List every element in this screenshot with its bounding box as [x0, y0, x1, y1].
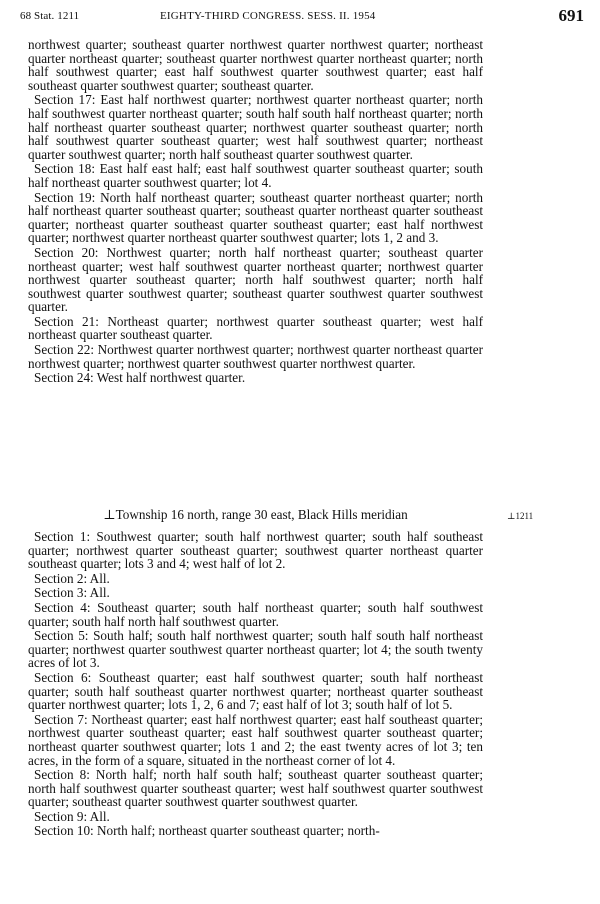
section-7-paragraph: Section 7: Northeast quarter; east half northwest quarter; east half southeast quarter; northwest quarter southeast quarter; east half southwest quarter southeast quarter; northeast quarter southwest quarter; lots 1 and 2; the east twenty acres of lot 3; ten acres, in the form of a square, situated in the northeast corner of lot 4. — [28, 711, 483, 768]
page-number: 691 — [558, 6, 584, 25]
land-description-part-1 — [28, 38, 483, 386]
stat-citation: 68 Stat. 1211 — [20, 10, 80, 22]
section-4-paragraph: Section 4: Southeast quarter; south half northeast quarter; south half southwest quarter; south half north half southwest quarter. — [28, 599, 483, 629]
section-3-paragraph: Section 3: All. — [34, 585, 110, 601]
section-20-paragraph: Section 20: Northwest quarter; north half northeast quarter; southeast quarter northeast quarter; west half southwest quarter northeast quarter; northwest quarter northwest quarter southeast quarter; north half southwest quarter; north half southwest quarter southwest quarter; southeast quarter southwest quarter southwest quarter. — [28, 244, 483, 315]
section-1-paragraph: Section 1: Southwest quarter; south half northwest quarter; south half southeast quarter; northwest quarter southeast quarter; southwest quarter northeast quarter southeast quarter; lots 3 and 4; west half of lot 2. — [28, 529, 483, 572]
section-5-paragraph: Section 5: South half; south half northwest quarter; south half south half northeast quarter; northwest quarter southwest quarter northeast quarter; lot 4; the south twenty acres of lot 3. — [28, 628, 483, 671]
margin-page-reference: ⊥1211 — [507, 511, 534, 521]
section-9-paragraph: Section 9: All. — [34, 808, 110, 824]
section-17-paragraph: Section 17: East half northwest quarter; northwest quarter northeast quarter; north half southwest quarter northeast quarter; south half south half northeast quarter; north half northeast quarter southeast quarter; northwest quarter southeast quarter; north half southwest quarter southeast quarter; west half southwest quarter; northeast quarter southwest quarter; north half southeast quarter southwest quarter. — [28, 92, 483, 162]
continued-paragraph: northwest quarter; southeast quarter northwest quarter northwest quarter; northeast quarter northeast quarter; southeast quarter northwest quarter northeast quarter; north half southwest quarter; east half southwest quarter southwest quarter; east half southeast quarter southwest quarter; southeast quarter. — [28, 37, 483, 93]
section-22-paragraph: Section 22: Northwest quarter northwest quarter; northwest quarter northeast quarter northwest quarter; northwest quarter southwest quarter northwest quarter. — [28, 342, 483, 371]
section-8-paragraph: Section 8: North half; north half south half; southeast quarter southeast quarter; north half southwest quarter southeast quarter; west half southwest quarter southwest quarter; southeast quarter southwest quarter southwest quarter. — [28, 767, 483, 810]
section-2-paragraph: Section 2: All. — [34, 570, 110, 586]
township-heading: ⊥Township 16 north, range 30 east, Black Hills meridian — [103, 507, 408, 522]
section-19-paragraph: Section 19: North half northeast quarter; southeast quarter northeast quarter; north half northeast quarter southeast quarter; southeast quarter northeast quarter southeast quarter; northeast quarter southeast quarter southeast quarter; east half northwest quarter; northwest quarter northeast quarter southwest quarter; lots 1, 2 and 3. — [28, 189, 483, 246]
section-21-paragraph: Section 21: Northeast quarter; northwest quarter southeast quarter; west half northeast quarter southeast quarter. — [28, 313, 483, 343]
section-24-paragraph: Section 24: West half northwest quarter. — [34, 370, 246, 386]
section-18-paragraph: Section 18: East half east half; east half southwest quarter southeast quarter; south half northeast quarter southwest quarter; lot 4. — [28, 161, 483, 190]
congress-session-title: EIGHTY-THIRD CONGRESS. SESS. II. 1954 — [160, 10, 376, 22]
section-10-paragraph: Section 10: North half; northeast quarter southeast quarter; north- — [34, 823, 380, 839]
running-head — [14, 6, 586, 28]
land-description-part-2 — [28, 530, 483, 839]
section-6-paragraph: Section 6: Southeast quarter; east half southwest quarter; south half northeast quarter; south half southeast quarter northwest quarter; northeast quarter southeast quarter northwest quarter; lots 1, 2, 6 and 7; east half of lot 3; south half of lot 5. — [28, 669, 483, 713]
